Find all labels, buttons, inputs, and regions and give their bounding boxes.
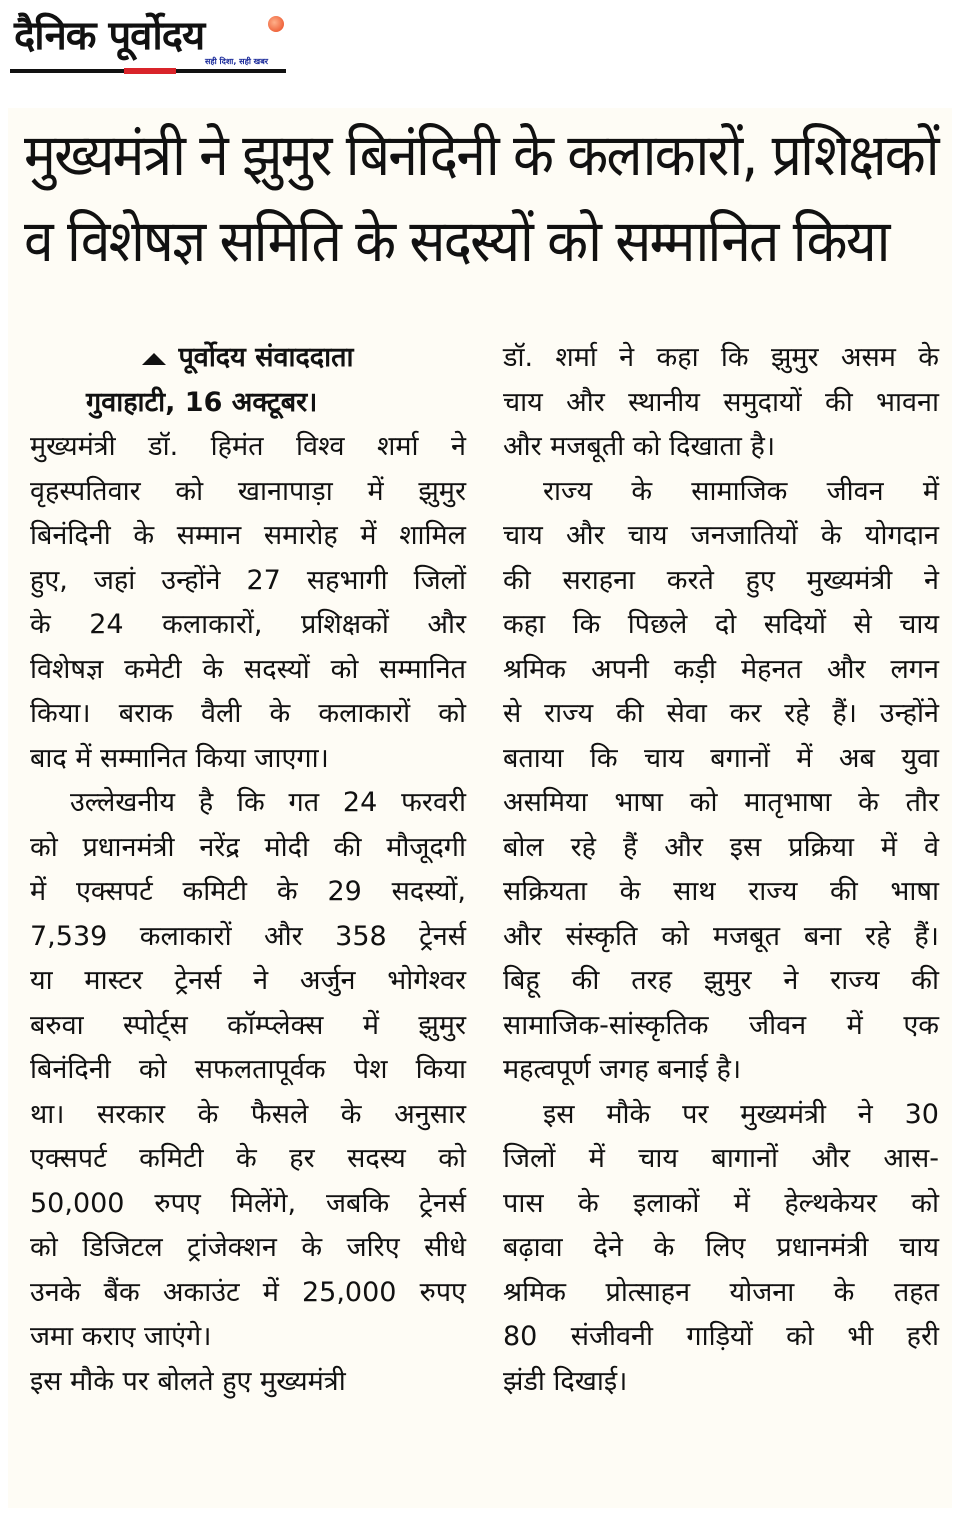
newspaper-logo: दैनिक पूर्वोदय [14,13,205,59]
text-line: 50,000 रुपए मिलेंगे, जबकि ट्रेनर्स [30,1187,466,1219]
left-column [30,336,466,1404]
sun-icon [268,16,284,32]
text-line: बढ़ावा देने के लिए प्रधानमंत्री चाय [503,1232,939,1263]
text-line: हुए, जहां उन्होंने 27 सहभागी जिलों [30,564,466,596]
text-line: 7,539 कलाकारों और 358 ट्रेनर्स [30,920,466,952]
text-line: डॉ. शर्मा ने कहा कि झुमुर असम के [503,342,939,373]
triangle-icon [142,353,166,365]
text-line: जिलों में चाय बागानों और आस- [503,1143,939,1174]
text-line: चाय और चाय जनजातियों के योगदान [503,520,939,551]
text-line: राज्य के सामाजिक जीवन में [543,475,939,507]
text-line: श्रमिक अपनी कड़ी मेहनत और लगन [503,653,939,685]
text-line: में एक्सपर्ट कमिटी के 29 सदस्यों, [30,876,466,907]
text-line: को डिजिटल ट्रांजेक्शन के जरिए सीधे [30,1232,466,1263]
text-line: से राज्य की सेवा कर रहे हैं। उन्होंने [503,698,939,729]
text-line: पास के इलाकों में हेल्थकेयर को [503,1187,939,1219]
text-line: बिहू की तरह झुमुर ने राज्य की [503,965,939,996]
text-line: वृहस्पतिवार को खानापाड़ा में झुमुर [30,475,466,507]
text-line: उनके बैंक अकाउंट में 25,000 रुपए [30,1276,466,1308]
text-line: जमा कराए जाएंगे। [30,1321,212,1352]
text-line: बिनंदिनी को सफलतापूर्वक पेश किया [30,1054,466,1085]
text-line: बताया कि चाय बगानों में अब युवा [503,742,939,774]
text-line: सामाजिक-सांस्कृतिक जीवन में एक [503,1009,939,1041]
text-line: बिनंदिनी के सम्मान समारोह में शामिल [30,520,466,551]
text-line: और मजबूती को दिखाता है। [503,431,776,462]
headline-line-1: मुख्यमंत्री ने झुमुर बिनंदिनी के कलाकारों, प्रशिक्षकों [24,121,938,189]
text-line: कहा कि पिछले दो सदियों से चाय [503,609,939,640]
right-column [503,336,939,1404]
text-line: श्रमिक प्रोत्साहन योजना के तहत [503,1276,939,1308]
text-line: उल्लेखनीय है कि गत 24 फरवरी [70,787,466,818]
text-line: बरुवा स्पोर्ट्स कॉम्प्लेक्स में झुमुर [30,1009,466,1041]
text-line: सक्रियता के साथ राज्य की भाषा [503,876,939,907]
text-line: इस मौके पर बोलते हुए मुख्यमंत्री [30,1365,346,1397]
text-line: एक्सपर्ट कमिटी के हर सदस्य को [30,1143,466,1174]
text-line: 80 संजीवनी गाड़ियों को भी हरी [503,1321,939,1352]
text-line: महत्वपूर्ण जगह बनाई है। [503,1054,742,1085]
headline-line-2: व विशेषज्ञ समिति के सदस्यों को सम्मानित किया [24,207,889,275]
text-line: विशेषज्ञ कमेटी के सदस्यों को सम्मानित [30,653,466,685]
text-line: इस मौके पर मुख्यमंत्री ने 30 [543,1098,939,1130]
text-line: की सराहना करते हुए मुख्यमंत्री ने [503,564,939,596]
text-line: बोल रहे हैं और इस प्रक्रिया में वे [503,831,939,863]
text-line: के 24 कलाकारों, प्रशिक्षकों और [30,609,466,640]
byline: पूर्वोदय संवाददाता [30,336,466,381]
text-line: और संस्कृति को मजबूत बना रहे हैं। [503,920,939,952]
text-line: या मास्टर ट्रेनर्स ने अर्जुन भोगेश्वर [30,965,466,996]
text-line: झंडी दिखाई। [503,1365,628,1397]
masthead [10,4,286,74]
text-line: चाय और स्थानीय समुदायों की भावना [503,386,939,418]
dateline: गुवाहाटी, 16 अक्टूबर। [86,386,318,418]
headline [24,112,938,284]
text-line: किया। बराक वैली के कलाकारों को [30,698,466,729]
text-line: असमिया भाषा को मातृभाषा के तौर [503,787,939,818]
text-line: को प्रधानमंत्री नरेंद्र मोदी की मौजूदगी [30,831,466,863]
article [8,108,952,1508]
text-line: था। सरकार के फैसले के अनुसार [30,1098,466,1130]
masthead-red-tag [124,68,176,74]
tagline: सही दिशा, सही खबर [205,57,269,66]
text-line: मुख्यमंत्री डॉ. हिमंत विश्व शर्मा ने [30,431,466,462]
text-line: बाद में सम्मानित किया जाएगा। [30,742,329,774]
